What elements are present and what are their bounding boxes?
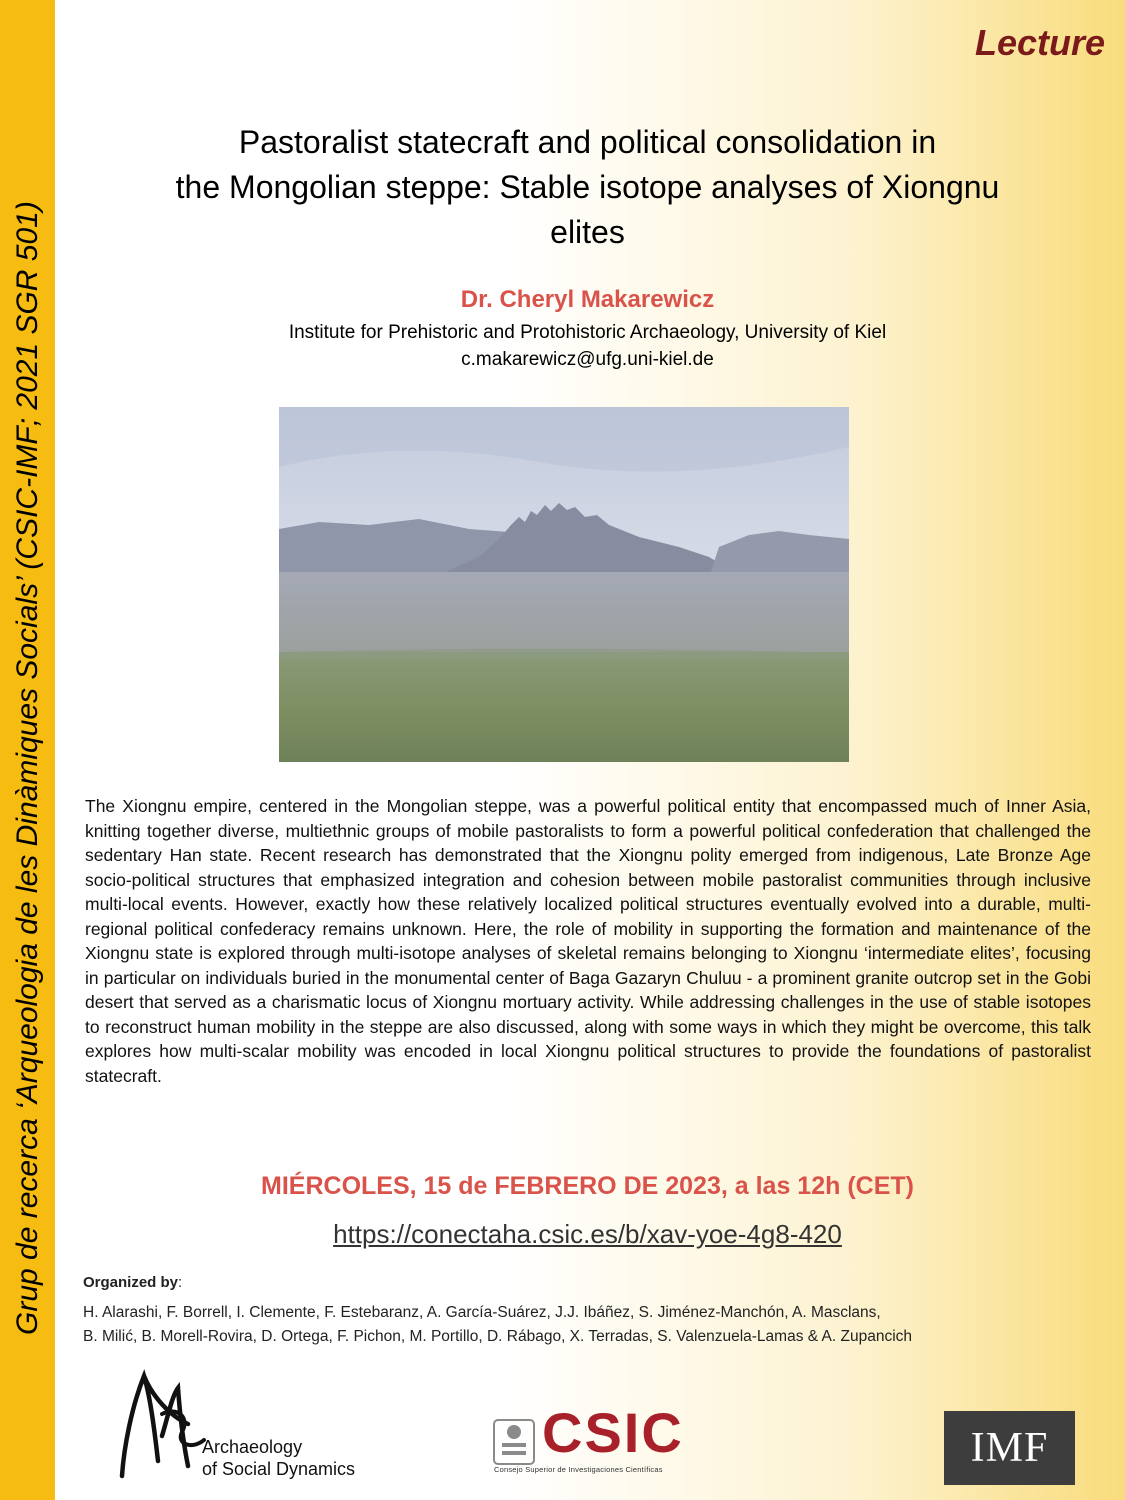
organizers-heading: Organized by: (83, 1274, 183, 1291)
asd-line-2: of Social Dynamics (202, 1459, 356, 1479)
title-line: Pastoralist statecraft and political consolidation in (238, 124, 937, 160)
lecture-title (90, 120, 1085, 255)
speaker-name: Dr. Cheryl Makarewicz (460, 286, 715, 313)
steppe-photo (279, 407, 849, 762)
asd-line-1: Archaeology (202, 1437, 303, 1457)
speaker-email[interactable]: c.makarewicz@ufg.uni-kiel.de (461, 349, 714, 370)
title-line: elites (550, 214, 625, 250)
meeting-link[interactable]: https://conectaha.csic.es/b/xav-yoe-4g8-420 (333, 1219, 842, 1249)
lecture-tag: Lecture (974, 22, 1105, 63)
csic-subtitle: Consejo Superior de Investigaciones Científicas (494, 1465, 663, 1474)
event-date: MIÉRCOLES, 15 de FEBRERO DE 2023, a las 12h (CET) (261, 1172, 914, 1200)
organizers-line: B. Milić, B. Morell-Rovira, D. Ortega, F. Pichon, M. Portillo, D. Rábago, X. Terradas, S. Valenzuela-Lamas & A. Zupancich (83, 1328, 913, 1345)
organizers-label: Organized by (83, 1274, 179, 1291)
csic-wordmark: CSIC (542, 1401, 684, 1464)
imf-logo (944, 1411, 1075, 1485)
speaker-affiliation: Institute for Prehistoric and Protohistoric Archaeology, University of Kiel (288, 322, 887, 343)
organizers-line: H. Alarashi, F. Borrell, I. Clemente, F. Estebaranz, A. García-Suárez, J.J. Ibáñez, S. Jiménez-Manchón, A. Masclans, (83, 1304, 881, 1321)
title-line: the Mongolian steppe: Stable isotope analyses of Xiongnu (175, 169, 1000, 205)
imf-wordmark: IMF (970, 1425, 1049, 1471)
asd-logo-text (110, 1436, 355, 1480)
abstract-text: The Xiongnu empire, centered in the Mongolian steppe, was a powerful political entity that encompassed much of Inner Asia, knitting together diverse, multiethnic groups of mobile pastoralists to form a powerful political confederation that challenged the sedentary Han state. Recent research has demonstrated that the Xiongnu polity emerged from indigenous, Late Bronze Age socio-political structures that emphasized integration and cohesion between mobile pastoralist communities through inclusive multi-local events. However, exactly how these relatively localized political structures eventually evolved into a durable, multi-regional political confederacy remains unknown. Here, the role of mobility in supporting the formation and maintenance of the Xiongnu state is explored through multi-isotope analyses of skeletal remains belonging to Xiongnu ‘intermediate elites’, focusing in particular on individuals buried in the monumental center of Baga Gazaryn Chuluu - a prominent granite outcrop set in the Gobi desert that served as a charismatic locus of Xiongnu mortuary activity. While addressing challenges in the use of stable isotopes to reconstruct human mobility in the steppe are also discussed, along with some ways in which they might be overcome, this talk explores how multi-scalar mobility was encoded in local Xiongnu political structures to provide the foundations of pastoralist statecraft. (85, 796, 1091, 1086)
research-group-label: Grup de recerca ‘Arqueologia de les Dinàmiques Socials’ (CSIC-IMF; 2021 SGR 501) (11, 201, 44, 1335)
organizers-list (83, 1301, 1103, 1349)
